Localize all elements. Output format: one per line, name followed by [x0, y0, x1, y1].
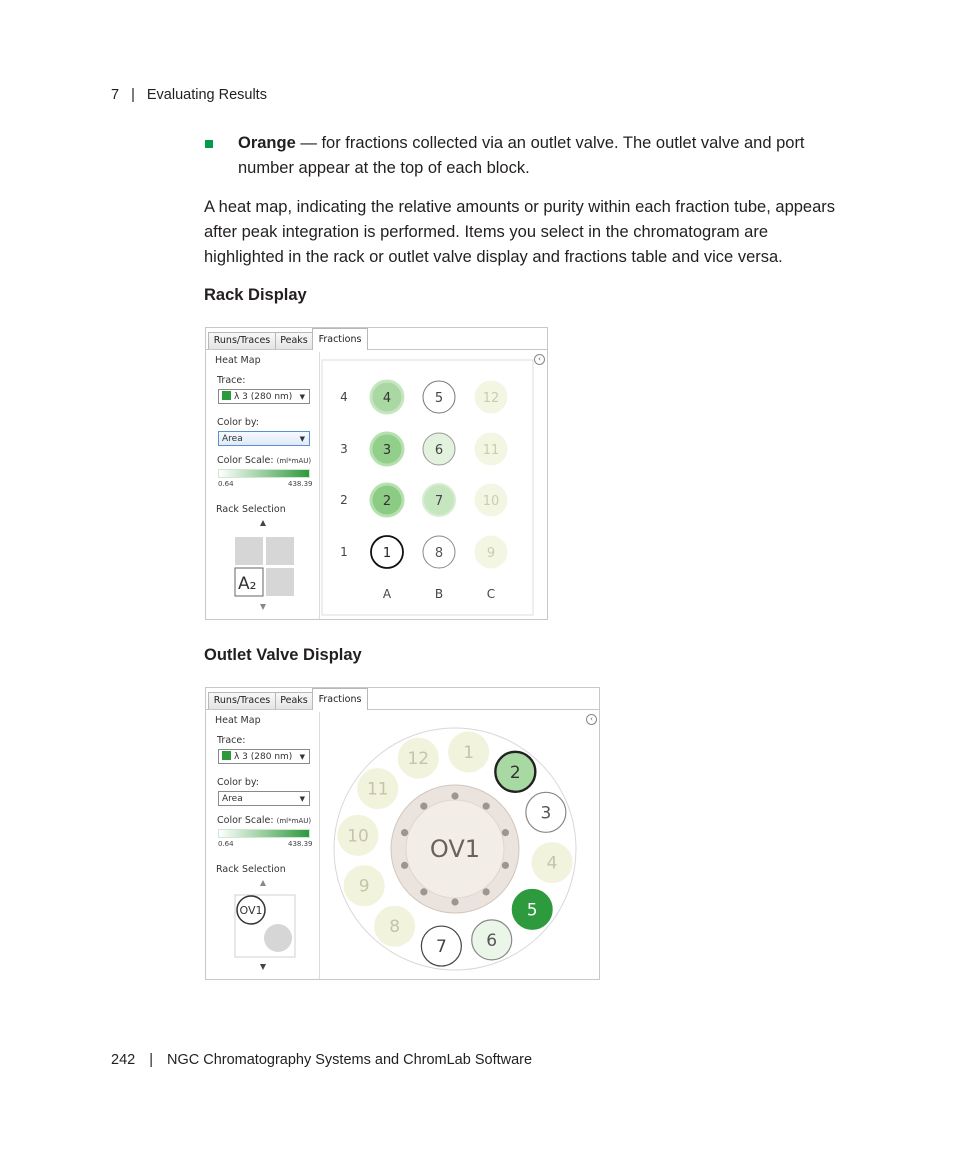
rack-grid — [320, 359, 535, 617]
rack-display-panel — [205, 327, 548, 620]
valve-hole — [502, 862, 509, 869]
color-scale-label: Color Scale: (ml*mAU) — [217, 455, 312, 466]
valve-hole — [401, 862, 408, 869]
panel-tabs — [206, 688, 599, 710]
valve-port-label: 6 — [486, 930, 498, 951]
outlet-valve-display-heading: Outlet Valve Display — [204, 646, 362, 664]
valve-port-label: 10 — [347, 826, 369, 847]
rack-well-label: 10 — [482, 494, 500, 509]
column-label: A — [382, 587, 392, 601]
tab-fractions[interactable]: Fractions — [312, 328, 368, 350]
rack-well-label: 2 — [382, 494, 392, 509]
valve-hole — [420, 803, 427, 810]
valve-port-label: 1 — [463, 742, 475, 763]
valve-down-arrow-icon[interactable] — [260, 964, 266, 970]
valve-thumb-label: OV1 — [239, 904, 263, 917]
color-by-label: Color by: — [217, 417, 259, 428]
heat-map-settings — [208, 352, 320, 619]
bullet-description: for fractions collected via an outlet valve. The outlet valve and port number appear at the top of each block. — [238, 134, 805, 177]
trace-color-swatch — [222, 391, 231, 400]
valve-selection-widget — [208, 877, 318, 972]
valve-hole — [502, 829, 509, 836]
valve-port-label: 2 — [509, 762, 521, 783]
running-footer: 242 | NGC Chromatography Systems and ChromLab Software — [111, 1052, 533, 1068]
valve-hole — [420, 888, 427, 895]
trace-select[interactable]: λ 3 (280 nm) ▼ — [218, 389, 310, 404]
valve-hole — [401, 829, 408, 836]
color-by-label: Color by: — [217, 777, 259, 788]
rack-selection-label: Rack Selection — [216, 504, 286, 515]
chevron-down-icon: ▼ — [299, 393, 305, 401]
tab-runs-traces[interactable]: Runs/Traces — [208, 332, 276, 349]
rack-well-label: 12 — [482, 391, 500, 406]
valve-hole — [451, 792, 458, 799]
color-scale-label: Color Scale: (ml*mAU) — [217, 815, 312, 826]
rack-well-label: 7 — [434, 494, 444, 509]
rack-thumb-label: A₂ — [238, 574, 257, 594]
outlet-valve-display-panel — [205, 687, 600, 980]
trace-select[interactable]: λ 3 (280 nm) ▼ — [218, 749, 310, 764]
rack-well-label: 4 — [382, 391, 392, 406]
heat-map-paragraph: A heat map, indicating the relative amounts or purity within each fraction tube, appears after peak integration is performed. Items you select in the chromatogram are highlighted in the rack or outlet valve display and fractions table and vice versa. — [204, 198, 836, 266]
valve-thumb-other[interactable] — [264, 924, 292, 952]
column-label: B — [434, 587, 444, 601]
collapse-icon[interactable]: ‹ — [534, 354, 545, 365]
valve-up-arrow-icon[interactable] — [260, 880, 266, 886]
rack-well-label: 6 — [434, 443, 444, 458]
bullet-item-orange — [205, 131, 815, 181]
trace-label: Trace: — [217, 375, 246, 386]
rack-down-arrow-icon[interactable] — [260, 604, 266, 610]
heat-map-label: Heat Map — [215, 715, 261, 726]
outlet-valve-diagram — [320, 719, 595, 977]
chapter-number: 7 — [111, 87, 120, 103]
collapse-icon[interactable]: ‹ — [586, 714, 597, 725]
scale-min: 0.64 — [218, 840, 234, 848]
tab-peaks[interactable]: Peaks — [275, 692, 313, 709]
rack-selection-widget — [208, 517, 318, 612]
rack-well-label: 3 — [382, 443, 392, 458]
row-label: 3 — [340, 442, 348, 456]
rack-thumb-tile[interactable] — [235, 537, 263, 565]
tab-runs-traces[interactable]: Runs/Traces — [208, 692, 276, 709]
row-label: 1 — [340, 545, 348, 559]
chevron-down-icon: ▼ — [299, 753, 305, 761]
panel-tabs — [206, 328, 547, 350]
valve-port-label: 3 — [540, 803, 552, 824]
color-by-select[interactable]: Area ▼ — [218, 791, 310, 806]
row-label: 4 — [340, 390, 348, 404]
rack-well-label: 8 — [434, 546, 444, 561]
chevron-down-icon: ▼ — [299, 435, 305, 443]
bullet-square-icon — [205, 140, 213, 148]
valve-hole — [451, 898, 458, 905]
trace-label: Trace: — [217, 735, 246, 746]
scale-max: 438.39 — [288, 480, 313, 488]
valve-label: OV1 — [429, 835, 481, 863]
page-number: 242 — [111, 1052, 136, 1068]
valve-hole — [483, 888, 490, 895]
color-by-select[interactable]: Area ▼ — [218, 431, 310, 446]
valve-port-label: 7 — [435, 937, 447, 958]
rack-thumb-tile[interactable] — [266, 537, 294, 565]
rack-well-label: 1 — [382, 546, 392, 561]
valve-port-label: 11 — [366, 779, 389, 800]
valve-port-label: 4 — [546, 853, 558, 874]
rack-up-arrow-icon[interactable] — [260, 520, 266, 526]
scale-min: 0.64 — [218, 480, 234, 488]
rack-selection-label: Rack Selection — [216, 864, 286, 875]
valve-port-label: 8 — [389, 917, 401, 938]
heat-map-settings — [208, 712, 320, 979]
rack-display-heading: Rack Display — [204, 286, 307, 304]
chevron-down-icon: ▼ — [299, 795, 305, 803]
row-label: 2 — [340, 493, 348, 507]
heat-map-label: Heat Map — [215, 355, 261, 366]
bullet-dash: — — [300, 134, 317, 152]
rack-thumb-tile[interactable] — [266, 568, 294, 596]
trace-color-swatch — [222, 751, 231, 760]
valve-port-label: 5 — [526, 900, 538, 921]
valve-hole — [483, 803, 490, 810]
scale-max: 438.39 — [288, 840, 313, 848]
chapter-title: Evaluating Results — [146, 87, 267, 103]
rack-well-label: 9 — [486, 546, 496, 561]
valve-port-label: 9 — [358, 876, 370, 897]
book-title: NGC Chromatography Systems and ChromLab Software — [166, 1052, 533, 1068]
color-scale-bar — [218, 469, 310, 478]
rack-well-label: 11 — [482, 443, 500, 458]
rack-well-label: 5 — [434, 391, 444, 406]
running-header: 7 | Evaluating Results — [111, 87, 267, 103]
tab-peaks[interactable]: Peaks — [275, 332, 313, 349]
bullet-term: Orange — [238, 134, 296, 152]
column-label: C — [486, 587, 496, 601]
tab-fractions[interactable]: Fractions — [312, 688, 368, 710]
color-scale-bar — [218, 829, 310, 838]
valve-port-label: 12 — [407, 749, 430, 770]
